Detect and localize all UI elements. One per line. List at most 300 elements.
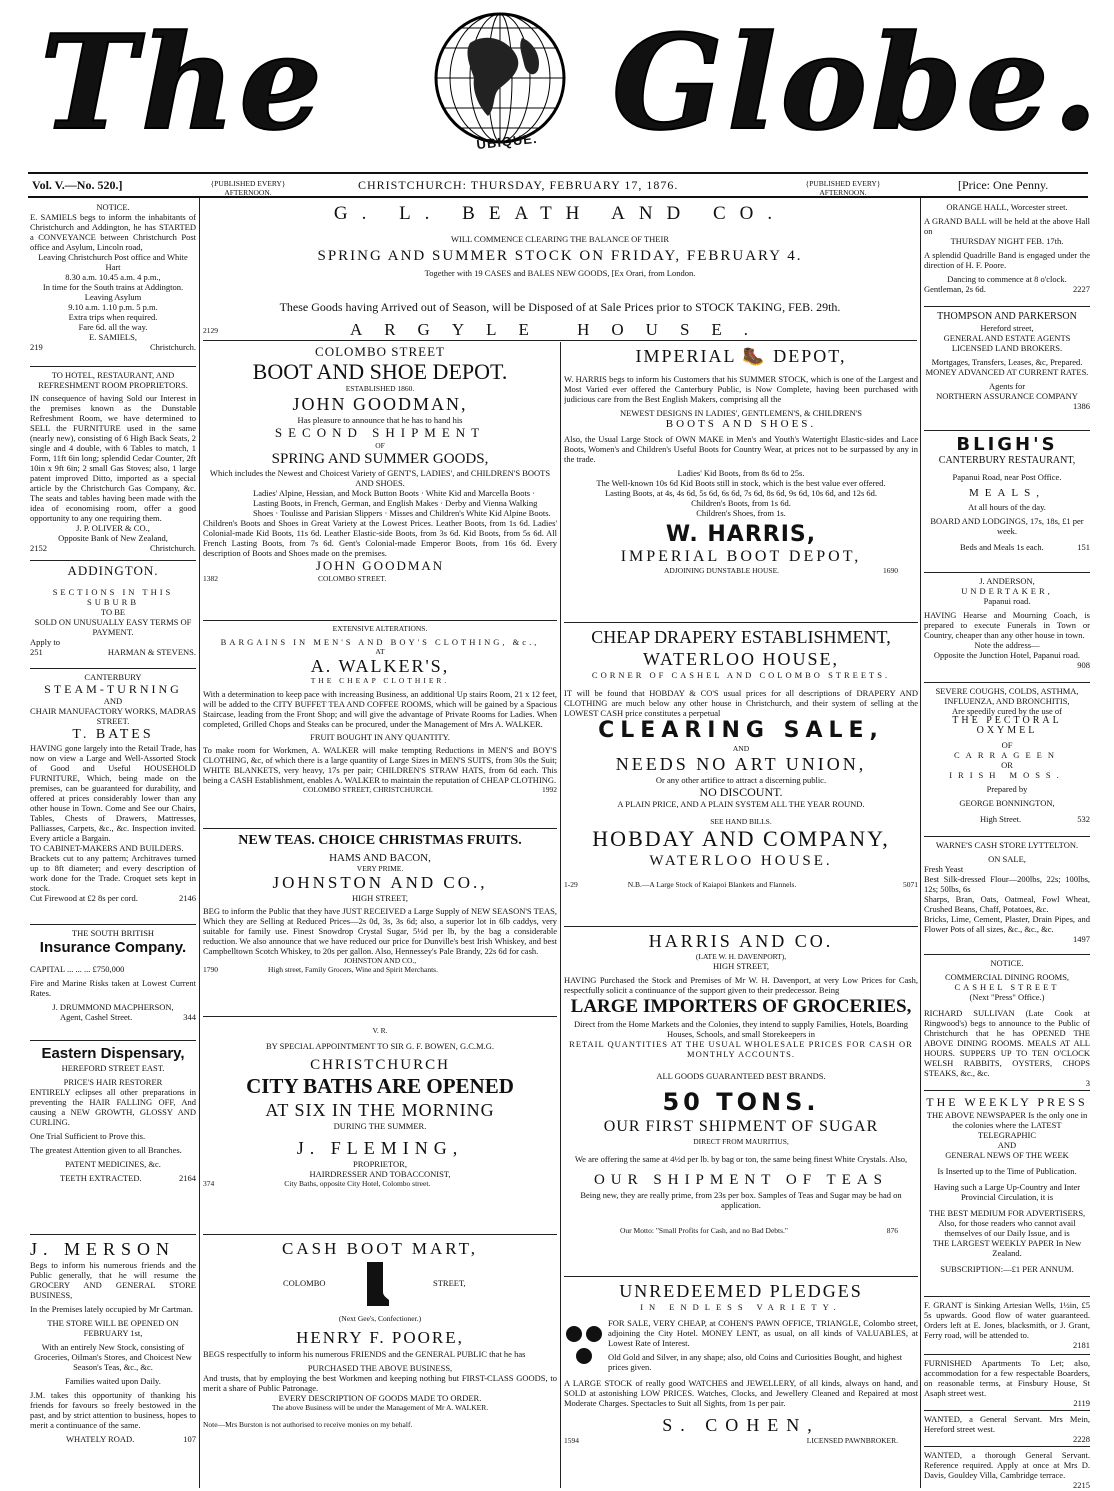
ad-oxymel: [924, 686, 1090, 834]
ad-sign: JOHNSTON AND CO.,: [343, 956, 417, 965]
ad-line: Prepared by: [986, 784, 1028, 794]
separator: [30, 1234, 196, 1235]
ad-heading: SEVERE COUGHS, COLDS, ASTHMA, INFLUENZA, AND BRONCHITIS,: [935, 686, 1079, 706]
ad-footer: [564, 566, 918, 575]
ad-line: UNDERTAKER,: [961, 586, 1053, 596]
ad-body: A splendid Quadrille Band is engaged under the direction of H. F. Poore.: [924, 250, 1090, 270]
ad-body: ENTIRELY eclipses all other preparations in preventing the HAIR FALLING OFF, And causing a NEW GROWTH, GLOSSY AND CURLING.: [30, 1087, 196, 1127]
ad-line: These Goods having Arrived out of Season, will be Disposed of at Sale Prices prior to STOCK TAKING, FEB. 29th.: [279, 300, 841, 314]
ad-kicker: THE SOUTH BRITISH: [71, 928, 155, 938]
ad-line: THE BEST MEDIUM FOR ADVERTISERS,: [928, 1208, 1086, 1218]
ad-heading: OUR FIRST SHIPMENT OF SUGAR: [603, 1118, 879, 1135]
ad-number: 908: [1077, 660, 1090, 670]
ad-line: CORNER OF CASHEL AND COLOMBO STREETS.: [591, 670, 891, 680]
ad-line: MEALS,: [968, 487, 1046, 499]
ad-footer: [30, 342, 196, 352]
ad-kicker: CANTERBURY: [84, 672, 142, 682]
ad-agent: Agent, Cashel Street.: [60, 1012, 133, 1022]
ad-line: The Well-known 10s 6d Kid Boots still in stock, which is the best value ever offered.: [596, 478, 886, 488]
ad-line: NO DISCOUNT.: [699, 785, 783, 799]
ad-line: HAMS AND BACON,: [329, 852, 431, 864]
ad-line: Agents for: [988, 381, 1026, 391]
ad-line: Fare 6d. all the way.: [78, 322, 148, 332]
ad-footer: [30, 647, 196, 657]
ad-sub: IMPERIAL BOOT DEPOT,: [620, 548, 862, 565]
ad-line: In the Premises lately occupied by Mr Cartman.: [30, 1304, 193, 1314]
ad-line: WHATELY ROAD.: [66, 1434, 135, 1444]
ad-line: MONEY ADVANCED AT CURRENT RATES.: [925, 367, 1089, 377]
ad-line: 8.30 a.m. 10.45 a.m. 4 p.m.,: [65, 272, 161, 282]
ad-line: STREET,: [433, 1278, 466, 1288]
ad-line: AND: [732, 744, 750, 753]
ad-wanted-1: [924, 1414, 1090, 1444]
ad-sign: E. SAMIELS,: [89, 332, 137, 342]
ad-line: V. R.: [372, 1026, 388, 1035]
masthead: [0, 0, 1114, 170]
separator: [30, 668, 196, 669]
dateline: [28, 176, 1088, 197]
ad-line: Fresh Yeast: [924, 864, 964, 874]
ad-kicker: EXTENSIVE ALTERATIONS.: [332, 624, 428, 633]
ad-line: Hereford street,: [980, 323, 1034, 333]
ad-line: In time for the South trains at Addington.: [42, 282, 184, 292]
ad-number: 2119: [1073, 1398, 1090, 1408]
ad-anderson: [924, 576, 1090, 680]
ad-line: Extra trips when required.: [68, 312, 158, 322]
ad-line: Together with 19 CASES and BALES NEW GOODS, [Ex Orari, from London.: [424, 268, 696, 278]
ad-body: Which includes the Newest and Choicest Variety of GENT'S, LADIES', and CHILDREN'S BOOTS AND SHOES.: [209, 468, 551, 488]
ad-number: 2181: [1073, 1340, 1090, 1350]
ad-harris: [564, 344, 918, 620]
ad-line: A PLAIN PRICE, AND A PLAIN SYSTEM ALL THE YEAR ROUND.: [617, 799, 865, 809]
ad-body: BEG to inform the Public that they have JUST RECEIVED a Large Supply of NEW SEASON'S TEAS, Which they are Selling at Reduced Prices—2s 0d, 3s, 3s 6d; also, a superior lot in 6lb caddys, very suitable for family use. Finest Snowdrop Crystal Sugar, 5½d per lb, by the bag a considerable reduction. We also announce that we have reduced our price for Dunville's best Irish Whiskey, and best Campbelltown Scotch Whiskey, to 20s per gallon. Also, Hennessey's Pale Brandy, 22s 6d for cash.: [203, 906, 557, 956]
ad-sub: WATERLOO HOUSE.: [649, 853, 833, 869]
ad-line: LICENSED PAWNBROKER.: [806, 1436, 898, 1445]
ad-footer: [564, 1436, 918, 1445]
ad-body: F. GRANT is Sinking Artesian Wells, 1½in, £5 5s upwards. Good flow of water guaranteed. Orders left at E. Jones, blacksmith, or J. Grant, Ferry road, will be attended to.: [924, 1300, 1090, 1340]
ad-kicker: NOTICE.: [990, 958, 1024, 968]
ad-number: 107: [183, 1434, 196, 1444]
separator: [30, 560, 196, 561]
ad-name: J. ANDERSON,: [979, 576, 1035, 586]
ad-line: AND: [103, 696, 123, 706]
separator: [924, 1090, 1090, 1091]
ad-line: HAIRDRESSER AND TOBACCONIST,: [309, 1169, 451, 1179]
ad-heading: LARGE IMPORTERS OF GROCERIES,: [570, 996, 912, 1017]
ad-body: WANTED, a thorough General Servant. Reference required. Apply at once at Mrs D. Davis, Gouldey Villa, Cambridge terrace.: [924, 1450, 1090, 1480]
ad-footer: [30, 543, 196, 553]
ad-heading: SPRING AND SUMMER GOODS,: [271, 451, 489, 467]
ad-line: HIGH STREET,: [351, 893, 409, 903]
ad-heading: IMPERIAL 🥾 DEPOT,: [635, 346, 847, 366]
ad-addington: [30, 563, 196, 667]
separator: [924, 306, 1090, 307]
ad-line: PURCHASED THE ABOVE BUSINESS,: [307, 1363, 453, 1373]
column-rule-1: [199, 198, 200, 1488]
ad-sub: CHAIR MANUFACTORY WORKS, MADRAS STREET.: [30, 706, 196, 726]
separator: [203, 828, 557, 829]
ad-name: THE PECTORAL OXYMEL: [952, 715, 1062, 736]
ad-line: CAPITAL ... ... ... £750,000: [30, 964, 125, 974]
ad-line: GENERAL NEWS OF THE WEEK: [945, 1150, 1069, 1160]
ad-line: Being new, they are really prime, from 23s per box. Samples of Teas and Sugar may be had on application.: [580, 1190, 902, 1210]
price: [Price: One Penny.: [958, 178, 1049, 192]
ad-heading: COMMERCIAL DINING ROOMS,: [944, 972, 1070, 982]
ad-sub: WATERLOO HOUSE,: [643, 649, 839, 669]
separator: [564, 622, 918, 623]
ad-number: 2227: [1073, 284, 1090, 294]
ad-body: Also, for those readers who cannot avail themselves of our Daily Issue, and is: [938, 1218, 1076, 1238]
ad-name: S. COHEN,: [662, 1415, 820, 1435]
ad-line: (Next "Press" Office.): [969, 992, 1045, 1002]
ad-sub: THE CHEAP CLOTHIER.: [310, 676, 450, 685]
ad-line: BARGAINS IN MEN'S AND BOY'S CLOTHING, &c.,: [220, 637, 540, 647]
ad-heading: HARRIS AND CO.: [648, 931, 834, 951]
ad-name: T. BATES: [72, 727, 154, 742]
ad-number: 251: [30, 647, 43, 657]
ad-line: THURSDAY NIGHT FEB. 17th.: [950, 236, 1064, 246]
ad-line: Our Motto: "Small Profits for Cash, and no Bad Debts.": [620, 1226, 788, 1235]
ad-line: At all hours of the day.: [968, 502, 1046, 512]
ad-number: 1790: [203, 965, 218, 974]
ad-line: Cut Firewood at £2 8s per cord.: [30, 893, 138, 903]
ad-footer: [203, 1179, 557, 1188]
ad-body: J.M. takes this opportunity of thanking his friends for favours so freely bestowed in the past, and by strict attention to business, hopes to merit a continuance of the same.: [30, 1390, 196, 1430]
ad-line: AND: [997, 1140, 1017, 1150]
ad-body: THE ABOVE NEWSPAPER Is the only one in the colonies where the LATEST TELEGRAPHIC: [926, 1110, 1088, 1140]
ad-body: WANTED, a General Servant. Mrs Mein, Hereford street west.: [924, 1414, 1090, 1434]
ad-number: 2228: [1073, 1434, 1090, 1444]
separator: [924, 836, 1090, 837]
ad-footer: [203, 965, 557, 974]
ad-body: IN consequence of having Sold our Interest in the premises known as the Dunstable Refreshment Room, we have determined to SELL the FURNITURE used in the same (nearly new), consisting of 6 High Back Seats, 2 single and 4 double, with 6 Tables to match, 1 Form, 11ft 6in long; splendid Cedar Counter, 2ft 10in x 9ft 6in; 2 small Gas Stoves; also, 1 large patent improved Ditto, imported as a special article by the Christchurch Gas Company, &c. The seats and tables having been made with the idea of economising room, offer a good opportunity to any one requiring them.: [30, 393, 196, 523]
ad-heading: BOOT AND SHOE DEPOT.: [252, 359, 508, 384]
ad-number: 2215: [1073, 1480, 1090, 1490]
ad-line: SUBSCRIPTION:—£1 PER ANNUM.: [940, 1264, 1074, 1274]
ad-heading: CLEARING SALE,: [598, 718, 884, 743]
ad-body: BEGS respectfully to inform his numerous FRIENDS and the GENERAL PUBLIC that he has: [203, 1349, 526, 1359]
ad-johnston: [203, 832, 557, 1012]
ad-line: Children's Boots, from 1s 6d.: [691, 498, 791, 508]
ad-hobday: [564, 626, 918, 922]
separator: [564, 926, 918, 927]
ad-name: G. L. BEATH AND CO.: [333, 203, 787, 224]
ad-sign: JOHN GOODMAN: [315, 558, 445, 573]
ad-weekly-press: [924, 1094, 1090, 1294]
ad-bates: [30, 672, 196, 922]
separator: [924, 1446, 1090, 1447]
boot-icon: [367, 1262, 389, 1306]
ad-line: VERY PRIME.: [356, 864, 404, 873]
ad-line: City Baths, opposite City Hotel, Colombo street.: [284, 1179, 431, 1188]
ad-line: High street, Family Grocers, Wine and Spirit Merchants.: [268, 965, 438, 974]
ad-merson: [30, 1238, 196, 1488]
ad-line: PATENT MEDICINES, &c.: [65, 1159, 161, 1169]
ad-line: SECOND SHIPMENT: [274, 425, 486, 440]
ad-body: With a determination to keep pace with increasing Business, an additional Up stairs Room, 21 x 12 feet, will be added to the CITY BUFFET TEA AND COFFEE ROOMS, which will be gained by a Spacious Staircase, leading from the Front Shop; and will give the advantage of Private Rooms for Ladies. When completed, Grilled Chops and Steaks can be procured, under the Management of Mrs A. WALKER.: [203, 689, 557, 729]
ad-kicker: CHRISTCHURCH: [310, 1057, 450, 1073]
ad-kicker: COLOMBO STREET: [315, 344, 445, 359]
ad-line: Gentleman, 2s 6d.: [924, 284, 986, 294]
ad-line: Note the address—: [974, 640, 1040, 650]
separator: [30, 366, 196, 367]
ad-footer: [30, 1173, 196, 1183]
ad-number: 1386: [1073, 401, 1090, 411]
ad-line: EVERY DESCRIPTION OF GOODS MADE TO ORDER.: [278, 1393, 482, 1403]
separator: [203, 340, 917, 341]
ad-heading: NEEDS NO ART UNION,: [615, 754, 867, 774]
ad-house: ARGYLE HOUSE.: [349, 320, 771, 338]
separator: [924, 1410, 1090, 1411]
ad-number: 374: [203, 1179, 215, 1188]
ad-place: Christchurch.: [149, 543, 196, 553]
ad-cohen: [564, 1280, 918, 1488]
ad-heading: UNREDEEMED PLEDGES: [619, 1281, 863, 1301]
ad-body: And trusts, that by employing the best Workmen and keeping nothing but FIRST-CLASS GOODS, to merit a share of Public Patronage.: [203, 1373, 557, 1393]
ad-heading: NOTICE.: [96, 202, 130, 212]
ad-sub: HEREFORD STREET EAST.: [61, 1063, 165, 1073]
separator: [924, 430, 1090, 431]
ad-agent: HARMAN & STEVENS.: [107, 647, 196, 657]
ad-line: Apply to: [30, 637, 60, 647]
ad-list: Ladies' Alpine, Hessian, and Mock Button Boots · White Kid and Marcella Boots · Lasting Boots, in French, German, and English Makes · Derby and Vienna Walking Shoes · Toulisse and Parisian Slippers · Misses and Children's White Kid Alpine Boots.: [253, 488, 551, 518]
ad-sign: J. DRUMMOND MACPHERSON,: [52, 1002, 174, 1012]
ad-line: NORTHERN ASSURANCE COMPANY: [936, 391, 1078, 401]
ad-line: (Next Gee's, Confectioner.): [338, 1314, 422, 1323]
ad-line: ESTABLISHED 1860.: [345, 384, 415, 393]
ad-body: HAVING gone largely into the Retail Trade, has now on view a Large and Well-Assorted Stock of Good and Useful HOUSEHOLD FURNITURE, Which, being made on the premises, can be guaranteed for durability, and offered at prices considerably lower than any other house in Town. Come and See our Chairs, Tables, Chests of Drawers, Mattresses, Palliasses, Carpets, &c., &c. Inspection invited. Every article a Bargain.: [30, 743, 196, 843]
ad-line: ADJOINING DUNSTABLE HOUSE.: [664, 566, 780, 575]
ad-footer: [564, 880, 918, 889]
ad-body: A GRAND BALL will be held at the above Hall on: [924, 216, 1090, 236]
ad-warne: [924, 840, 1090, 952]
ad-body: Brackets cut to any pattern; Architraves turned up to 8ft diameter; and every description of work done for the Trade. Croquet sets kept in stock.: [30, 853, 196, 893]
ad-body: HAVING Purchased the Stock and Premises of Mr W. H. Davenport, at very Low Prices for Cash, respectfully solicit a continuance of the support given to their predecessor. Being: [564, 975, 918, 995]
ad-heading: THOMPSON AND PARKERSON: [937, 311, 1077, 322]
ad-line: PRICE'S HAIR RESTORER: [63, 1077, 163, 1087]
ad-line: COLOMBO STREET, CHRISTCHURCH.: [303, 785, 433, 794]
ad-line: Ladies' Kid Boots, from 8s 6d to 25s.: [677, 468, 805, 478]
ad-heading: ORANGE HALL, Worcester street.: [946, 202, 1068, 212]
ad-heading: WARNE'S CASH STORE LYTTELTON.: [935, 840, 1079, 850]
ad-body: Bricks, Lime, Cement, Plaster, Drain Pipes, and Flower Pots of all sizes, &c., &c., &c.: [924, 914, 1090, 934]
ad-line: High Street.: [980, 814, 1022, 824]
ad-line: OR: [1001, 760, 1013, 770]
ad-line: AT: [375, 647, 385, 656]
column-rule-2: [560, 342, 561, 1488]
ad-heading: NEW TEAS. CHOICE CHRISTMAS FRUITS.: [238, 833, 522, 848]
ad-footer: [564, 1226, 918, 1235]
ad-number: 1690: [883, 566, 898, 575]
ad-line: Or any other artifice to attract a discerning public.: [655, 775, 827, 785]
ad-heading: OUR SHIPMENT OF TEAS: [593, 1172, 889, 1188]
masthead-title-right: Globe.: [612, 6, 1102, 159]
ad-line: BOOTS AND SHOES.: [665, 418, 817, 430]
ad-goodman: [203, 344, 557, 616]
ad-line: TO BE: [100, 607, 126, 617]
ad-dispensary: [30, 1044, 196, 1232]
ad-number: 2129: [203, 326, 218, 335]
separator: [203, 1234, 557, 1235]
masthead-title-left: The: [40, 6, 326, 159]
ad-line: Having such a Large Up-Country and Inter Provincial Circulation, it is: [933, 1182, 1081, 1202]
ad-body: Begs to inform his numerous friends and the Public generally, that he will resume the GROCERY AND GENERAL STORE BUSINESS,: [30, 1260, 196, 1300]
ad-orange-hall: [924, 202, 1090, 306]
ad-place: Christchurch.: [149, 342, 196, 352]
ad-line: 9.10 a.m. 1.10 p.m. 5 p.m.: [68, 302, 158, 312]
ad-line: Leaving Asylum: [84, 292, 142, 302]
ad-sub: IN ENDLESS VARIETY.: [640, 1302, 842, 1312]
ad-footer: [30, 1012, 196, 1022]
ad-line: THE LARGEST WEEKLY PAPER In New Zealand.: [932, 1238, 1082, 1258]
ad-name: HENRY F. POORE,: [296, 1328, 464, 1347]
ad-insurance: [30, 928, 196, 1038]
ad-line: Leaving Christchurch Post office and White Hart: [38, 252, 188, 272]
published-right: {PUBLISHED EVERY} AFTERNOON.: [805, 179, 881, 197]
ad-body: RICHARD SULLIVAN (Late Cook at Ringwood's) begs to announce to the Public of Christchurch that he has OPENED THE ABOVE DINING ROOMS. MEALS AT ALL HOURS. SUPPERS UP TO TEN O'CLOCK WELSH RABBITS, OYSTERS, CHOPS STEAKS, &c., &c.: [924, 1008, 1090, 1078]
ad-body: SECTIONS IN THIS SUBURB: [52, 587, 174, 607]
ad-line: OF: [375, 441, 385, 450]
dateline-rule-bottom: [28, 196, 1088, 198]
ad-line: The above Business will be under the Management of Mr A. WALKER.: [271, 1403, 489, 1412]
ad-name: A. WALKER'S,: [310, 656, 450, 676]
ad-body: Best Silk-dressed Flour—200lbs, 22s; 100lbs, 12s; 50lbs, 6s: [924, 874, 1090, 894]
ad-heading: Eastern Dispensary,: [41, 1045, 185, 1062]
ad-line: CASHEL STREET: [954, 982, 1060, 992]
ad-number: 151: [1077, 542, 1090, 552]
ad-heading: ADDINGTON.: [67, 563, 159, 578]
ad-heading: THE WEEKLY PRESS: [926, 1095, 1088, 1109]
ad-name: JOHNSTON AND CO.,: [272, 873, 488, 892]
ad-line: DIRECT FROM MAURITIUS,: [693, 1137, 789, 1146]
ad-bligh: [924, 434, 1090, 570]
ad-heading: AT SIX IN THE MORNING: [265, 1100, 495, 1120]
separator: [30, 924, 196, 925]
ad-line: Old Gold and Silver, in any shape; also, old Coins and Curiosities Bought, and highest prices given.: [608, 1352, 903, 1372]
ad-oliver: [30, 370, 196, 556]
ad-footer: [924, 284, 1090, 294]
ad-number: 1497: [1073, 934, 1090, 944]
dateline-rule-top: [28, 172, 1088, 174]
ad-number: 5071: [903, 880, 918, 889]
ad-wanted-2: [924, 1450, 1090, 1490]
ad-line: Opposite Bank of New Zealand,: [58, 533, 168, 543]
ad-sullivan: [924, 958, 1090, 1088]
ad-heading: SPRING AND SUMMER STOCK ON FRIDAY, FEBRUARY 4.: [317, 248, 803, 264]
ad-line: IRISH MOSS.: [949, 770, 1065, 780]
ad-body: To make room for Workmen, A. WALKER will make tempting Reductions in MEN'S and BOY'S CLOTHING, &c, of which there is a large quantity of Large Sizes in MEN'S SUITS, from 30s the Suit; WHITE BLANKETS, very heavy, 17s per pair; CHILDREN'S STRAW HATS, from 6d each. This being a CASH Establishment, enables A. WALKER to maintain the reputation of CHEAP CLOTHING.: [203, 745, 557, 785]
ad-heading: BLIGH'S: [956, 434, 1058, 455]
ad-harris-co: [564, 930, 918, 1270]
ad-number: 3: [1085, 1078, 1090, 1088]
published-left: {PUBLISHED EVERY} AFTERNOON.: [210, 179, 286, 197]
column-rule-3: [920, 198, 921, 1488]
ad-number: 2152: [30, 543, 47, 553]
ad-line: SEE HAND BILLS.: [710, 817, 772, 826]
ad-footer: [203, 785, 557, 794]
ad-beath: [203, 202, 917, 338]
ad-name: J. MERSON: [30, 1239, 176, 1259]
ad-line: BOARD AND LODGINGS, 17s, 18s, £1 per week.: [930, 516, 1084, 536]
ad-number: 2146: [179, 893, 196, 903]
separator: [924, 572, 1090, 573]
volume-number: Vol. V.—No. 520.]: [32, 178, 123, 192]
ad-name: J. FLEMING,: [296, 1138, 464, 1158]
ad-line: N.B.—A Large Stock of Kaiapoi Blankets and Flannels.: [627, 880, 797, 889]
ad-line: Beds and Meals 1s each.: [960, 542, 1044, 552]
ad-heading: CASH BOOT MART,: [282, 1239, 478, 1258]
ad-heading: 50 TONS.: [662, 1088, 820, 1116]
ad-line: Dancing to commence at 8 o'clock.: [947, 274, 1067, 284]
ad-line: The greatest Attention given to all Branches.: [30, 1145, 182, 1155]
ad-furnished: [924, 1358, 1090, 1408]
separator: [203, 620, 557, 621]
ad-footer: [203, 574, 557, 583]
ad-name: JOHN GOODMAN,: [292, 394, 468, 414]
ad-number: 1382: [203, 574, 218, 583]
separator: [924, 954, 1090, 955]
ad-line: SOLD ON UNUSUALLY EASY TERMS OF PAYMENT.: [34, 617, 192, 637]
ad-number: 344: [183, 1012, 196, 1022]
ad-line: Lasting Boots, at 4s, 4s 6d, 5s 6d, 6s 6d, 7s 6d, 8s 6d, 9s 6d, 10s 6d, and 12s 6d.: [604, 488, 877, 498]
ad-body: Also, the Usual Large Stock of OWN MAKE in Men's and Youth's Watertight Elastic-sides and Lace Boots, Women's and Children's Useful Boots for Country Wear, at prices not to be surpassed by any in the trade.: [564, 434, 918, 464]
ad-name: HOBDAY AND COMPANY,: [592, 826, 890, 851]
ad-number: 1594: [564, 1436, 579, 1445]
ad-samiels: [30, 202, 196, 364]
ad-number: 876: [886, 1226, 898, 1235]
ad-line: (LATE W. H. DAVENPORT),: [695, 952, 787, 961]
ad-sign: J. P. OLIVER & CO.,: [76, 523, 150, 533]
globe-icon: [430, 8, 570, 148]
ad-grant: [924, 1300, 1090, 1352]
ad-number: 2164: [179, 1173, 196, 1183]
ad-body: A LARGE STOCK of really good WATCHES and JEWELLERY, of all kinds, always on hand, and SOLD at astonishing LOW PRICES. Watches, Clocks, and Jewellery Cleaned and Repaired at most Moderate Charges. Spectacles to Suit all Sights, from 1s per pair.: [564, 1378, 918, 1408]
issue-date: CHRISTCHURCH: THURSDAY, FEBRUARY 17, 1876.: [358, 178, 679, 192]
ad-heading: CHEAP DRAPERY ESTABLISHMENT,: [591, 627, 891, 647]
ad-line: Direct from the Home Markets and the Colonies, they intend to supply Families, Hotels, Boarding Houses, Schools, and small Storekeepers in: [573, 1019, 909, 1039]
ad-body: HAVING Hearse and Mourning Coach, is prepared to execute Funerals in Town or Country, cheaper than any other house in town.: [924, 610, 1090, 640]
ad-heading: TO HOTEL, RESTAURANT, AND REFRESHMENT ROOM PROPRIETORS.: [38, 370, 188, 390]
ad-body: Fire and Marine Risks taken at Lowest Current Rates.: [30, 978, 196, 998]
separator: [924, 682, 1090, 683]
ad-line: FRUIT BOUGHT IN ANY QUANTITY.: [310, 732, 450, 742]
separator: [30, 1040, 196, 1041]
pawnbroker-balls-icon: [564, 1322, 604, 1366]
ad-number: 1-29: [564, 880, 578, 889]
ad-number: 1992: [542, 785, 557, 794]
ad-line: TO CABINET-MAKERS AND BUILDERS.: [30, 843, 184, 853]
ad-line: Opposite the Junction Hotel, Papanui road.: [933, 650, 1081, 660]
ad-body: GENERAL AND ESTATE AGENTS LICENSED LAND BROKERS.: [943, 333, 1071, 353]
ad-line: PROPRIETOR,: [353, 1159, 407, 1169]
separator: [564, 1276, 918, 1277]
ad-line: Is Inserted up to the Time of Publication.: [937, 1166, 1077, 1176]
ad-line: We are offering the same at 4½d per lb. by bag or ton, the same being finest White Crystals. Also,: [574, 1154, 908, 1164]
masthead-motto: UBIQUE.: [475, 130, 539, 153]
ad-line: Note—Mrs Burston is not authorised to receive monies on my behalf.: [203, 1420, 413, 1429]
ad-line: Families waited upon Daily.: [65, 1376, 161, 1386]
ad-line: Mortgages, Transfers, Leases, &c, Prepared.: [931, 357, 1083, 367]
ad-heading: STEAM-TURNING: [44, 682, 182, 696]
ad-line: THE STORE WILL BE OPENED ON FEBRUARY 1st,: [47, 1318, 179, 1338]
ad-line: Are speedily cured by the use of: [952, 706, 1062, 716]
ad-heading: Insurance Company.: [39, 939, 187, 956]
ad-line: GEORGE BONNINGTON,: [959, 798, 1055, 808]
ad-line: Children's Shoes, from 1s.: [696, 508, 786, 518]
ad-footer: [30, 1434, 196, 1444]
ad-body: Sharps, Bran, Oats, Oatmeal, Fowl Wheat, Crushed Beans, Chaff, Potatoes, &c.: [924, 894, 1090, 914]
ad-line: WILL COMMENCE CLEARING THE BALANCE OF THEIR: [451, 234, 669, 244]
